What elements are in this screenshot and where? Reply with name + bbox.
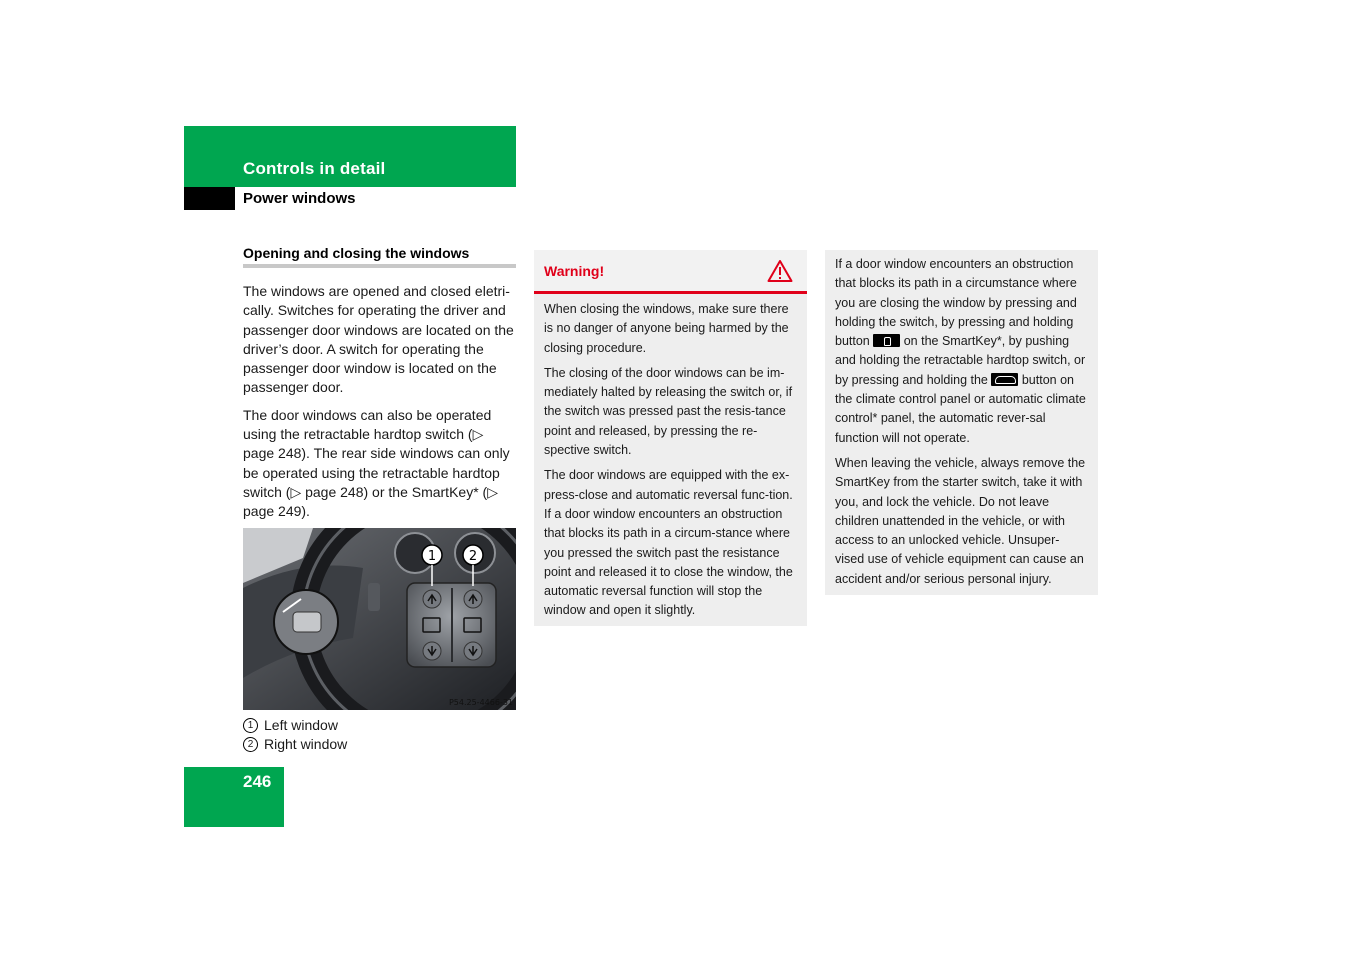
subsection-title: Opening and closing the windows xyxy=(243,245,470,261)
legend-number: 2 xyxy=(243,737,258,752)
warning-paragraph-3: The door windows are equipped with the ex-press-close and automatic reversal func-tion. If a door window encounters an obstruction that blocks its path in a circum-stance where you pressed the switch past the resistance point and released it to close the window, the automatic reversal function will stop the window and open it slightly. xyxy=(544,468,793,618)
photo-legend xyxy=(243,716,347,754)
legend-item xyxy=(243,735,347,754)
legend-item xyxy=(243,716,347,735)
lock-button-icon xyxy=(873,334,900,347)
info-text-part-c: button on the climate control panel or automatic climate control* panel, the automatic rever-sal function will not operate. xyxy=(835,372,1086,445)
chapter-title: Controls in detail xyxy=(243,159,386,178)
svg-text:1: 1 xyxy=(427,549,437,564)
info-paragraph-1 xyxy=(835,255,1088,448)
main-column xyxy=(243,245,516,530)
warning-box xyxy=(534,250,807,626)
info-text-part-a: If a door window encounters an obstruction that blocks its path in a circumstance where you are closing the window by pressing and holding the switch, by pressing and holding button xyxy=(835,257,1077,349)
warning-header xyxy=(534,250,807,294)
body-paragraph-1: The windows are opened and closed eletri-cally. Switches for operating the driver and passenger door windows are located on the driver’s door. A switch for operating the passenger door window is located on the passenger door. xyxy=(243,283,514,396)
car-button-icon xyxy=(991,373,1018,386)
warning-paragraph-2: The closing of the door windows can be im-mediately halted by releasing the switch or, if the switch was pressed past the resis-tance point and released, by pressing the re-spective switch. xyxy=(544,365,793,458)
info-text-part-b: on the SmartKey*, by pushing and holding the retractable hardtop switch, or by pressing and holding the xyxy=(835,334,1086,387)
warning-triangle-icon xyxy=(767,259,793,283)
info-box xyxy=(825,250,1098,595)
window-switch-photo xyxy=(243,528,516,710)
warning-body xyxy=(534,294,807,621)
body-paragraph-2: The door windows can also be operated using the retractable hardtop switch (▷ page 248). The rear side windows can only be operated using the retractable hardtop switch (▷ page 248) or the SmartKey* (▷ page 249). xyxy=(243,406,510,520)
warning-paragraph-1: When closing the windows, make sure there is no danger of anyone being harmed by the closing procedure. xyxy=(544,302,789,355)
photo-reference-code: P54.25-4466-31 xyxy=(448,698,513,707)
warning-title: Warning! xyxy=(544,263,605,279)
switch-illustration xyxy=(243,528,516,710)
section-marker xyxy=(184,187,235,210)
title-rule xyxy=(243,264,516,268)
svg-text:2: 2 xyxy=(468,549,478,564)
section-title: Power windows xyxy=(243,190,356,207)
legend-label: Left window xyxy=(264,717,338,733)
info-paragraph-2: When leaving the vehicle, always remove the SmartKey from the starter switch, take it with you, and lock the vehicle. Do not leave children unattended in the vehicle, or with access to an unlocked vehicle. Unsuper-vised use of vehicle equipment can cause an accident and/or serious personal injury. xyxy=(835,455,1086,586)
legend-label: Right window xyxy=(264,736,348,752)
page-number: 246 xyxy=(243,772,272,791)
legend-number: 1 xyxy=(243,718,258,733)
